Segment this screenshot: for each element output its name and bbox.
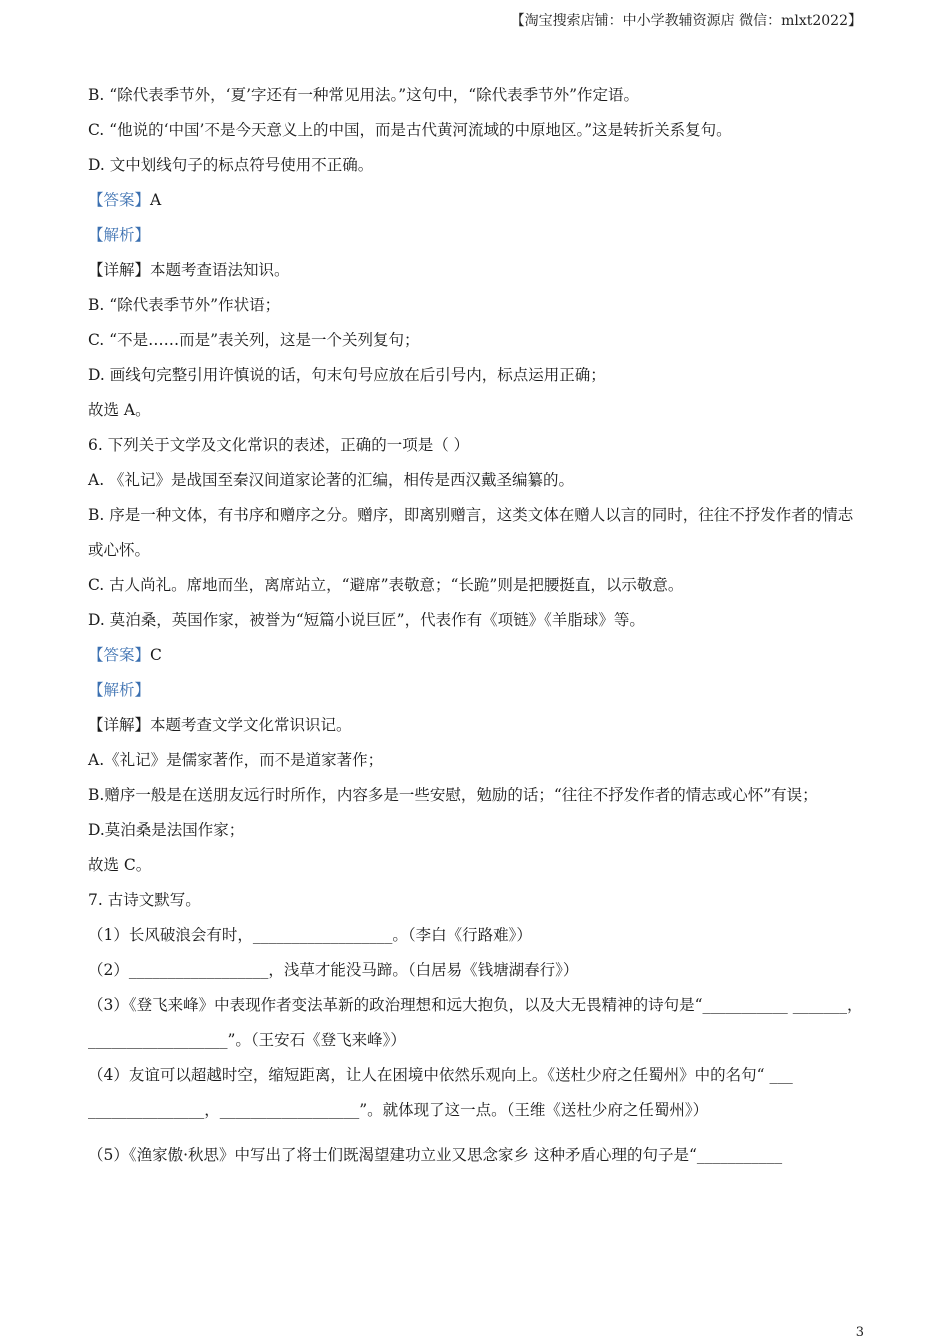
q6-analysis-tag: 【解析】	[88, 681, 151, 699]
q5-option-c: C. “他说的‘中国’不是今天意义上的中国，而是古代黄河流域的中原地区。”这是转折关系复句。	[88, 121, 732, 139]
q5-analysis-tag: 【解析】	[88, 226, 151, 244]
q6-detail-line: B.赠序一般是在送朋友远行时所作，内容多是一些安慰，勉励的话；“往往不抒发作者的情志或心怀”有误；	[88, 786, 818, 804]
q5-detail-line: C. “不是……而是”表关列，这是一个关列复句；	[88, 331, 420, 349]
answer-value: A	[150, 191, 162, 209]
document-body	[88, 78, 868, 1173]
q6-stem: 6. 下列关于文学及文化常识的表述，正确的一项是（ ）	[88, 436, 470, 454]
answer-tag: 【答案】	[88, 191, 151, 209]
answer-tag: 【答案】	[88, 646, 151, 664]
q5-detail-line: 【详解】本题考查语法知识。	[88, 261, 290, 279]
q7-item: （2）__________________，浅草才能没马蹄。（白居易《钱塘湖春行》）	[88, 961, 579, 979]
q7-item: （4）友谊可以超越时空，缩短距离，让人在困境中依然乐观向上。《送杜少府之任蜀州》中的名句“ ___ _______________，__________________”。就体现了这一点。（王维《送杜少府之任蜀州》）	[88, 1066, 793, 1119]
q6-option-a: A. 《礼记》是战国至秦汉间道家论著的汇编，相传是西汉戴圣编纂的。	[88, 471, 575, 489]
q7-item: （5）《渔家傲·秋思》中写出了将士们既渴望建功立业又思念家乡 这种矛盾心理的句子是“___________	[88, 1146, 783, 1164]
q7-stem: 7. 古诗文默写。	[88, 891, 201, 909]
q6-detail-line: D.莫泊桑是法国作家；	[88, 821, 245, 839]
q5-option-d: D. 文中划线句子的标点符号使用不正确。	[88, 156, 374, 174]
q7-item: （1）长风破浪会有时，__________________。（李白《行路难》）	[88, 926, 532, 944]
q6-option-d: D. 莫泊桑，英国作家，被誉为“短篇小说巨匠”，代表作有《项链》《羊脂球》等。	[88, 611, 645, 629]
q6-answer	[88, 638, 868, 673]
q5-answer	[88, 183, 868, 218]
q5-detail-line: B. “除代表季节外”作状语；	[88, 296, 281, 314]
q6-option-b: B. 序是一种文体，有书序和赠序之分。赠序，即离别赠言，这类文体在赠人以言的同时，往往不抒发作者的情志或心怀。	[88, 506, 854, 559]
q7-item: （3）《登飞来峰》中表现作者变法革新的政治理想和远大抱负，以及大无畏精神的诗句是“___________ _______，__________________”。（王安石《登飞来峰》）	[88, 996, 863, 1049]
page-number: 3	[855, 1325, 864, 1340]
q5-detail-line: D. 画线句完整引用许慎说的话，句末句号应放在后引号内，标点运用正确；	[88, 366, 606, 384]
answer-value: C	[150, 646, 162, 664]
q6-detail-line: 故选 C。	[88, 856, 152, 874]
q6-detail-line: 【详解】本题考查文学文化常识识记。	[88, 716, 352, 734]
q5-detail-line: 故选 A。	[88, 401, 151, 419]
header-note: 【淘宝搜索店铺：中小学教辅资源店 微信：mlxt2022】	[510, 13, 862, 29]
q5-option-b: B. “除代表季节外，‘夏’字还有一种常见用法。”这句中，“除代表季节外”作定语。	[88, 86, 640, 104]
q6-detail-line: A.《礼记》是儒家著作，而不是道家著作；	[88, 751, 384, 769]
q6-option-c: C. 古人尚礼。席地而坐，离席站立，“避席”表敬意；“长跪”则是把腰挺直，以示敬意。	[88, 576, 684, 594]
